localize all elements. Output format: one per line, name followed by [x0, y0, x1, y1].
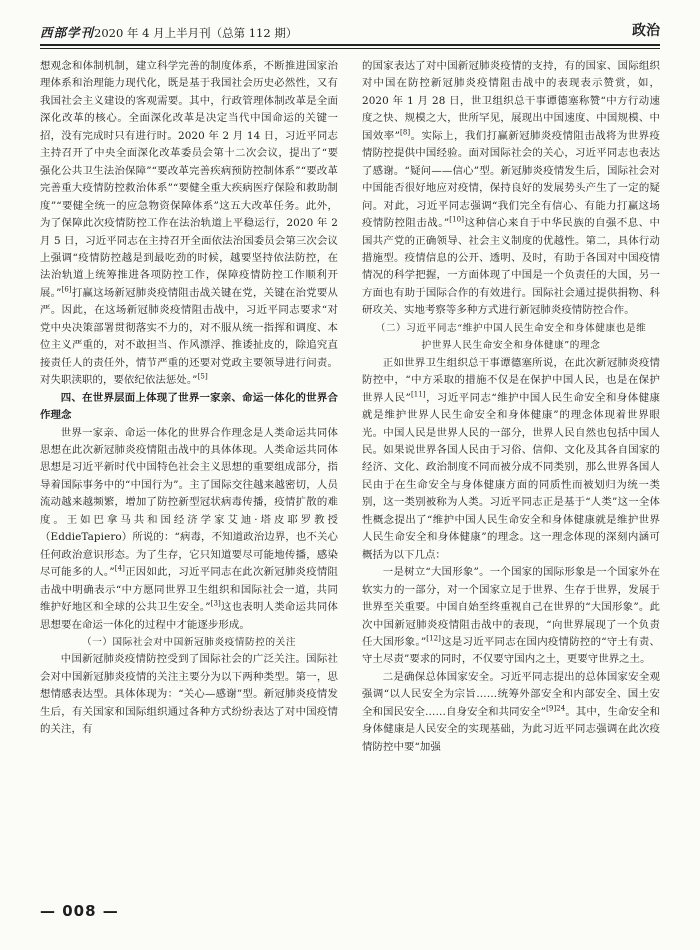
- section-label: 政治: [632, 23, 660, 39]
- citation-ref: [8]: [400, 128, 411, 137]
- text-run: 的国家表达了对中国新冠肺炎疫情的支持，有的国家、国际组织对中国在防控新冠肺炎疫情阻击战中的表现表示赞赏，如，2020 年 1 月 28 日，世卫组织总干事谭德塞称赞“中方行动速度之快、规模之大，世所罕见，展现出中国速度、中国规模、中国效率”: [362, 60, 660, 142]
- citation-ref: [3]: [210, 599, 221, 608]
- text-run: （一）国际社会对中国新冠肺炎疫情防控的关注: [81, 636, 297, 648]
- text-run: 世界一家亲、命运一体化的世界合作理念是人类命运共同体思想在此次新冠肺炎疫情阻击战中的具体体现。人类命运共同体思想是习近平新时代中国特色社会主义思想的重要组成部分，指导着国际事务中的“中国行为”。主了国际交往越来越密切，人员流动越来越频繁，增加了防控新型冠状病毒传播，疫情扩散的难度。王如巴拿马共和国经济学家艾迪·塔皮耶罗教授（EddieTapiero）所说的：“病毒，不知道政治边界，也不关心任何政治意识形态。为了生存，它只知道要尽可能地传播，感染尽可能多的人。”: [40, 426, 338, 579]
- citation-ref: [5]: [197, 372, 208, 381]
- text-run: 。其中，生命安全和身体健康是人民安全的实现基础，为此习近平同志强调在此次疫情防控中要“加强: [362, 705, 660, 753]
- text-run: 正因如此，习近平同志在此次新冠肺炎疫情阻击战中明确表示“中方愿同世界卫生组织和国际社会一道，共同维护好地区和全球的公共卫生安全。”: [40, 566, 338, 614]
- paragraph: [40, 425, 338, 634]
- header-rule-thin: [40, 48, 660, 49]
- citation-ref: [11]: [410, 390, 426, 399]
- citation-ref: [6]: [61, 285, 72, 294]
- text-run: 这也表明人类命运共同体思想要在命运一体化的过程中才能逐步形成。: [40, 601, 338, 631]
- paragraph: [40, 651, 338, 738]
- right-column: [362, 58, 660, 898]
- text-run: 这是习近平同志在国内疫情防控的“守土有责、守土尽责”要求的同时，不仅要守国内之土，更要守世界之土。: [362, 635, 660, 666]
- citation-ref: [9]24: [546, 704, 566, 713]
- running-header: [40, 20, 660, 42]
- paragraph: [362, 564, 660, 669]
- citation-ref: [4]: [114, 564, 125, 573]
- text-run: 打赢这场新冠肺炎疫情阻击战关键在党，关键在治党要从严。因此，在这场新冠肺炎疫情阻击战中，习近平同志要求“对党中央决策部署贯彻落实不力的，对不服从统一指挥和调度、本位主义严重的，对不敢担当、作风漂浮、推诿扯皮的，除追究直接责任人的责任外，情节严重的还要对党政主要领导进行问责。对失职渎职的，要依纪依法惩处。”: [40, 286, 338, 387]
- text-run: 正如世界卫生组织总干事谭德塞所说，在此次新冠肺炎疫情防控中，“中方采取的措施不仅是在保护中国人民，也是在保护世界人民”: [362, 356, 660, 404]
- citation-ref: [10]: [449, 215, 465, 224]
- header-rule: [40, 44, 660, 46]
- text-run: （二）习近平同志“维护中国人民生命安全和身体健康也是维护世界人民生命安全和身体健康”的理念: [375, 322, 647, 352]
- text-run: 这种信心来自于中华民族的自强不息、中国共产党的正确领导、社会主义制度的优越性。第二，具体行动措施型。疫情信息的公开、透明、及时，有助于各国对中国疫情情况的科学把握，一方面体现了中国是一个负责任的大国，另一方面也有助于国际合作的有效进行。国际社会通过提供捐物、科研攻关、实地考察等多种方式进行新冠肺炎疫情防控合作。: [362, 217, 660, 317]
- text-run: 一是树立“大国形象”。一个国家的国际形象是一个国家外在软实力的一部分，对一个国家立足于世界、生存于世界，发展于世界至关重要。中国自始至终重视自己在世界的“大国形象”。此次中国新冠肺炎疫情阻击战中的表现，“向世界展现了一个负责任大国形象。”: [362, 566, 660, 648]
- journal-issue-line: [40, 23, 297, 41]
- paragraph: [362, 355, 660, 564]
- subsection-heading: [40, 634, 338, 651]
- section-heading: [40, 390, 338, 425]
- text-run: 。实际上，我们打赢新冠肺炎疫情阻击战将为世界疫情防控提供中国经验。面对国际社会的关心，习近平同志也表达了感谢。“疑问——信心”型。新冠肺炎疫情发生后，国际社会对中国能否很好地应对疫情，保持良好的发展势头产生了一定的疑问。对此，习近平同志强调“我们完全有信心、有能力打赢这场疫情防控阻击战。”: [362, 129, 660, 230]
- text-run: 中国新冠肺炎疫情防控受到了国际社会的广泛关注。国际社会对中国新冠肺炎疫情的关注主要分为以下两种类型。第一，思想情感表达型。具体体现为：“关心—感谢”型。新冠肺炎疫情发生后，有关国家和国际组织通过各种方式纷纷表达了对中国疫情的关注，有: [40, 653, 338, 736]
- text-run: 四、在世界层面上体现了世界一家亲、命运一体化的世界合作理念: [40, 391, 338, 422]
- text-run: 想观念和体制机制，建立科学完善的制度体系，不断推进国家治理体系和治理能力现代化，既是基于我国社会历史必然性，又有我国社会主义建设的客观需要。其中，行政管理体制改革是全面深化改革的核心。全面深化改革是决定当代中国命运的关键一招，没有完成时只有进行时。2020 年 2 月 14 日，习近平同志主持召开了中央全面深化改革委员会第十二次会议，提出了“要强化公共卫生法治保障”“要改革完善疾病预防控制体系”“要改革完善重大疫情防控救治体系”“要健全重大疾病医疗保险和救助制度”“要健全统一的应急物资保障体系”这五大改革任务。此外，为了保障此次疫情防控工作在法治轨道上平稳运行，2020 年 2 月 5 日，习近平同志在主持召开全面依法治国委员会第三次会议上强调“疫情防控越是到最吃劲的时候，越要坚持依法防控，在法治轨道上统筹推进各项防控工作，保障疫情防控工作顺利开展。”: [40, 60, 338, 299]
- left-column: [40, 58, 338, 898]
- text-run: 二是确保总体国家安全。习近平同志提出的总体国家安全观强调“以人民安全为宗旨……统筹外部安全和内部安全、国土安全和国民安全……自身安全和共同安全”: [362, 670, 660, 718]
- paragraph: [362, 58, 660, 320]
- paragraph: [362, 669, 660, 756]
- citation-ref: [12]: [426, 634, 442, 643]
- issue-label: 2020 年 4 月上半月刊（总第 112 期）: [94, 26, 298, 40]
- subsection-heading: [362, 320, 660, 355]
- text-run: ，习近平同志“维护中国人民生命安全和身体健康就是维护世界人民生命安全和身体健康”的理念体现着世界眼光。中国人民是世界人民的一部分，世界人民自然也包括中国人民。如果说世界各国人民由于习俗、信仰、文化及其各自国家的经济、文化、政治制度不同而被分成不同类别，那么世界各国人民由于在生命安全与身体健康方面的同质性而被划归为统一类别，这一类别被称为人类。习近平同志正是基于“人类”这一全体性概念提出了“维护中国人民生命安全和身体健康就是维护世界人民生命安全和身体健康”的理念。这一理念体现的深刻内涵可概括为以下几点：: [362, 391, 660, 561]
- journal-logo: 西部学刊: [40, 25, 95, 40]
- page-number: — 008 —: [40, 902, 119, 920]
- paragraph: [40, 58, 338, 390]
